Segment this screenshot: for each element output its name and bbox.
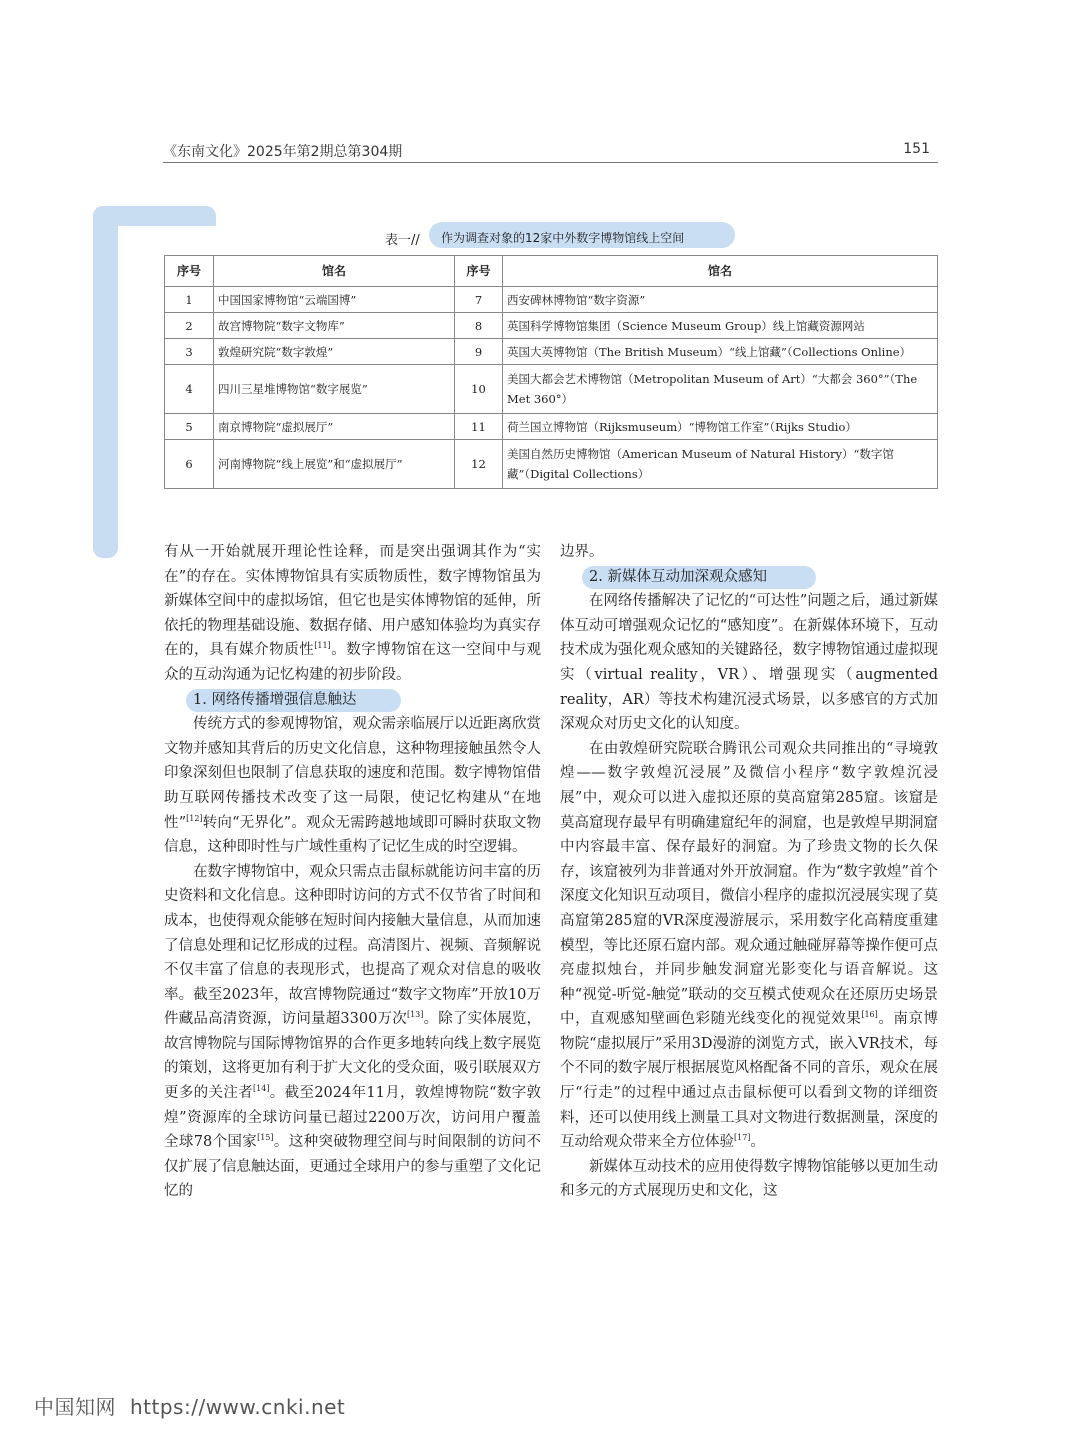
museum-name: 美国自然历史博物馆（American Museum of Natural History）“数字馆藏”（Digital Collections） bbox=[503, 440, 938, 489]
row-index: 3 bbox=[165, 339, 214, 365]
header-name-1: 馆名 bbox=[214, 256, 455, 287]
right-column bbox=[560, 540, 938, 1204]
header-rule bbox=[163, 162, 938, 163]
museum-name: 西安碑林博物馆“数字资源” bbox=[503, 287, 938, 313]
watermark-url: https://www.cnki.net bbox=[130, 1395, 346, 1419]
table-row bbox=[165, 339, 938, 365]
citation: [17] bbox=[734, 1133, 751, 1143]
header-index-1: 序号 bbox=[165, 256, 214, 287]
row-index: 2 bbox=[165, 313, 214, 339]
paragraph: 新媒体互动技术的应用使得数字博物馆能够以更加生动和多元的方式展现历史和文化，这 bbox=[560, 1158, 938, 1200]
paragraph: 在由敦煌研究院联合腾讯公司观众共同推出的“寻境敦煌——数字敦煌沉浸展”及微信小程序“数字敦煌沉浸展”中，观众可以进入虚拟还原的莫高窟第285窟。该窟是莫高窟现存最早有明确建窟纪年的洞窟，也是敦煌早期洞窟中内容最丰富、保存最好的洞窟。为了珍贵文物的长久保存，该窟被列为非普通对外开放洞窟。作为“数字敦煌”首个深度文化知识互动项目，微信小程序的虚拟沉浸展实现了莫高窟第285窟的VR深度漫游展示，采用数字化高精度重建模型，等比还原石窟内部。观众通过触碰屏幕等操作便可点亮虚拟烛台，并同步触发洞窟光影变化与语音解说。这种“视觉-听觉-触觉”联动的交互模式使观众在还原历史场景中，直观感知壁画色彩随光线变化的视觉效果[16]。南京博物院“虚拟展厅”采用3D漫游的浏览方式，嵌入VR技术，每个不同的数字展厅根据展览风格配备不同的音乐，观众在展厅“行走”的过程中通过点击鼠标便可以看到文物的详细资料，还可以使用线上测量工具对文物进行数据测量，深度的互动给观众带来全方位体验[17]。 bbox=[560, 740, 939, 1151]
journal-title: 《东南文化》2025年第2期总第304期 bbox=[163, 144, 403, 160]
museum-name: 四川三星堆博物馆“数字展览” bbox=[214, 365, 455, 414]
row-index: 9 bbox=[455, 339, 503, 365]
running-header bbox=[163, 141, 938, 163]
row-index: 7 bbox=[455, 287, 503, 313]
table-row bbox=[165, 414, 938, 440]
row-index: 4 bbox=[165, 365, 214, 414]
museum-name: 英国科学博物馆集团（Science Museum Group）线上馆藏资源网站 bbox=[503, 313, 938, 339]
section-heading-2: 2. 新媒体互动加深观众感知 bbox=[560, 565, 938, 590]
museum-name: 荷兰国立博物馆（Rijksmuseum）“博物馆工作室”（Rijks Studio） bbox=[503, 414, 938, 440]
table-row bbox=[165, 440, 938, 489]
left-column bbox=[164, 540, 541, 1204]
table-row bbox=[165, 287, 938, 313]
section-heading-1: 1. 网络传播增强信息触达 bbox=[164, 688, 541, 713]
museum-name: 英国大英博物馆（The British Museum）“线上馆藏”（Collections Online） bbox=[503, 339, 938, 365]
row-index: 11 bbox=[455, 414, 503, 440]
museum-name: 南京博物院“虚拟展厅” bbox=[214, 414, 455, 440]
row-index: 10 bbox=[455, 365, 503, 414]
citation: [16] bbox=[861, 1010, 878, 1020]
museum-table bbox=[164, 255, 938, 489]
citation: [13] bbox=[406, 1010, 424, 1020]
paragraph: 在数字博物馆中，观众只需点击鼠标就能访问丰富的历史资料和文化信息。这种即时访问的方式不仅节省了时间和成本，也使得观众能够在短时间内接触大量信息，从而加速了信息处理和记忆形成的过程。高清图片、视频、音频解说不仅丰富了信息的表现形式，也提高了观众对信息的吸收率。截至2023年，故宫博物院通过“数字文物库”开放10万件藏品高清资源，访问量超3300万次[13]。除了实体展览，故宫博物院与国际博物馆界的合作更多地转向线上数字展览的策划，这将更加有利于扩大文化的受众面，吸引联展双方更多的关注者[14]。截至2024年11月，敦煌博物院“数字敦煌”资源库的全球访问量已超过2200万次，访问用户覆盖全球78个国家[15]。这种突破物理空间与时间限制的访问不仅扩展了信息触达面，更通过全球用户的参与重塑了文化记忆的 bbox=[164, 863, 542, 1200]
cnki-watermark bbox=[34, 1391, 345, 1420]
paragraph: 传统方式的参观博物馆，观众需亲临展厅以近距离欣赏文物并感知其背后的历史文化信息，这种物理接触虽然令人印象深刻但也限制了信息获取的速度和范围。数字博物馆借助互联网传播技术改变了这一局限，使记忆构建从“在地性”[12]转向“无界化”。观众无需跨越地域即可瞬时获取文物信息，这种即时性与广域性重构了记忆生成的时空逻辑。 bbox=[164, 716, 541, 856]
table-row bbox=[165, 313, 938, 339]
citation: [11] bbox=[314, 641, 331, 651]
table-row bbox=[165, 365, 938, 414]
table-label: 表一// bbox=[385, 233, 420, 248]
paragraph: 在网络传播解决了记忆的“可达性”问题之后，通过新媒体互动可增强观众记忆的“感知度”。在新媒体环境下，互动技术成为强化观众感知的关键路径，数字博物馆通过虚拟现实（virtual reality，VR）、增强现实（augmented reality，AR）等技术构建沉浸式场景，以多感官的方式加深观众对历史文化的认知度。 bbox=[560, 593, 938, 733]
museum-name: 中国国家博物馆“云端国博” bbox=[214, 287, 455, 313]
header-index-2: 序号 bbox=[455, 256, 503, 287]
museum-name: 美国大都会艺术博物馆（Metropolitan Museum of Art）“大都会 360°”（The Met 360°） bbox=[503, 365, 938, 414]
row-index: 6 bbox=[165, 440, 214, 489]
row-index: 5 bbox=[165, 414, 214, 440]
watermark-name: 中国知网 bbox=[34, 1395, 116, 1419]
citation: [15] bbox=[257, 1133, 274, 1143]
header-name-2: 馆名 bbox=[503, 256, 938, 287]
row-index: 1 bbox=[165, 287, 214, 313]
citation: [12] bbox=[186, 813, 203, 823]
paragraph: 有从一开始就展开理论性诠释，而是突出强调其作为“实在”的存在。实体博物馆具有实质物质性，数字博物馆虽为新媒体空间中的虚拟场馆，但它也是实体博物馆的延伸，所依托的物理基础设施、数据存储、用户感知体验均为真实存在的，具有媒介物质性[11]。数字博物馆在这一空间中与观众的互动沟通为记忆构建的初步阶段。 bbox=[164, 544, 542, 683]
page-number: 151 bbox=[903, 141, 930, 157]
table-title: 作为调查对象的12家中外数字博物馆线上空间 bbox=[441, 231, 685, 245]
museum-name: 敦煌研究院“数字敦煌” bbox=[214, 339, 455, 365]
citation: [14] bbox=[253, 1084, 270, 1094]
paragraph: 边界。 bbox=[560, 544, 604, 560]
row-index: 8 bbox=[455, 313, 503, 339]
table-header-row bbox=[165, 256, 938, 287]
museum-name: 河南博物院“线上展览”和“虚拟展厅” bbox=[214, 440, 455, 489]
museum-name: 故宫博物院“数字文物库” bbox=[214, 313, 455, 339]
row-index: 12 bbox=[455, 440, 503, 489]
